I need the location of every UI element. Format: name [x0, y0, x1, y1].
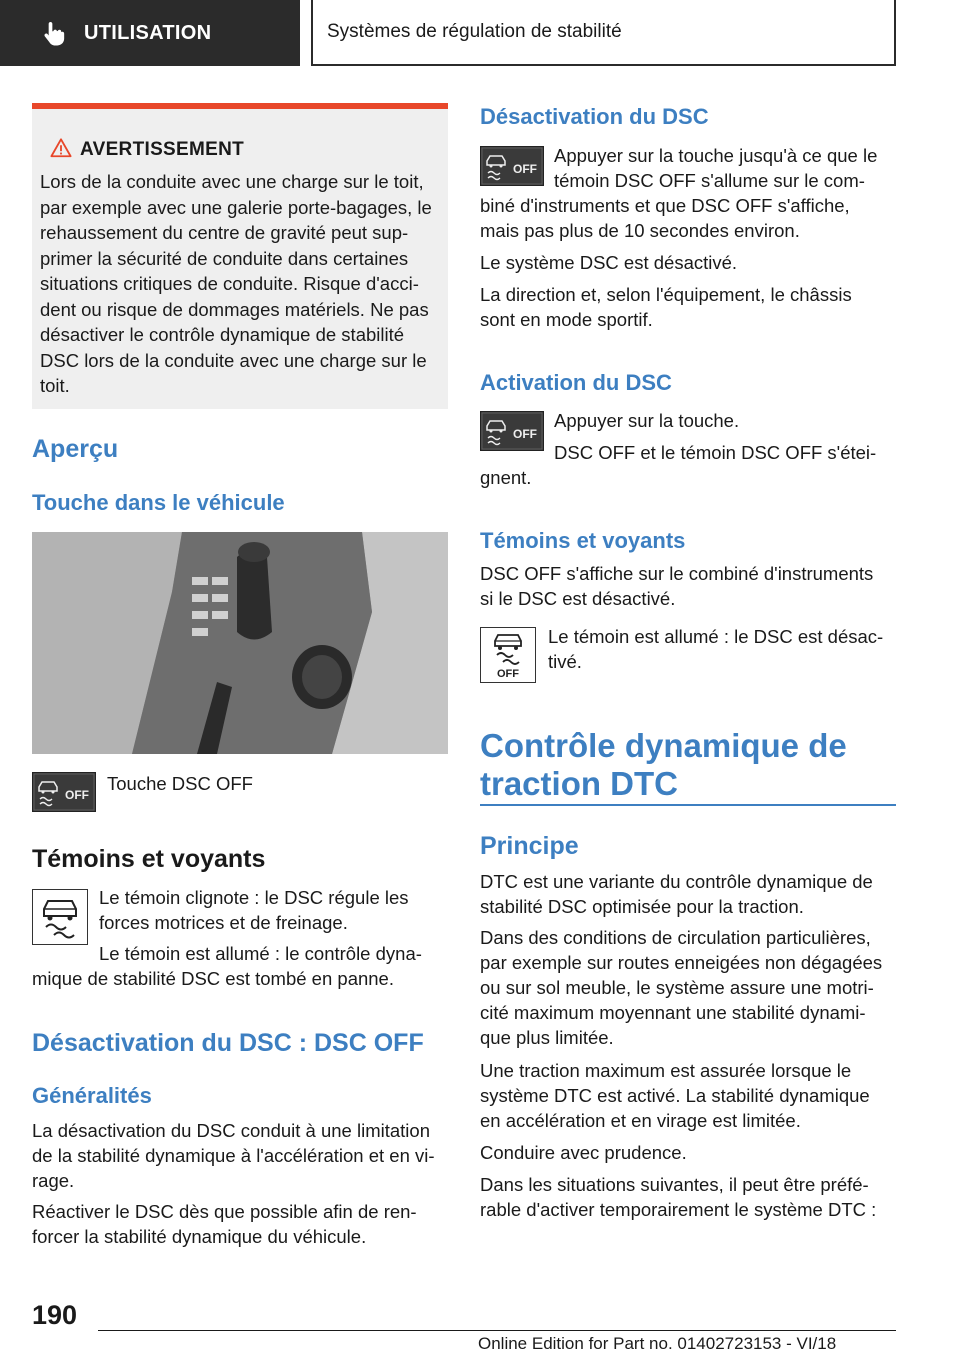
footer-rule [98, 1330, 896, 1331]
warning-triangle-icon [50, 137, 72, 159]
desactivation-line: Le système DSC est désactivé. [480, 252, 738, 273]
warning-line: dent ou risque de dommages matériels. Ne pas [40, 298, 429, 320]
dsc-off-button-icon [32, 772, 96, 817]
generalites-line: rage. [32, 1170, 75, 1191]
warning-line: DSC lors de la conduite avec une charge sur le [40, 349, 427, 371]
principe-line: rable d'activer temporairement le système DTC : [480, 1199, 877, 1220]
principe-line: Une traction maximum est assurée lorsque le [480, 1060, 852, 1081]
warning-box [32, 103, 448, 409]
footer-edition: Online Edition for Part no. 01402723153 - VI/18 [478, 1334, 837, 1353]
dtc-heading-line: traction DTC [480, 765, 678, 802]
generalites-line: Réactiver le DSC dès que possible afin de ren- [32, 1201, 417, 1222]
warning-line: rehaussement du centre de gravité peut sup- [40, 222, 409, 243]
dtc-heading-rule [480, 804, 896, 806]
vehicle-console-photo [32, 532, 448, 754]
header-chapter-title: Systèmes de régulation de stabilité [327, 21, 622, 42]
activation-line: Appuyer sur la touche. [554, 410, 740, 431]
warning-title: AVERTISSEMENT [80, 139, 245, 160]
dtc-heading-line: Contrôle dynamique de [480, 727, 847, 764]
principe-line: système DTC est activé. La stabilité dynamique [480, 1085, 870, 1106]
warning-line: primer la sécurité de conduite dans certaines [40, 247, 409, 269]
generalites-heading: Généralités [32, 1083, 152, 1108]
dsc-indicator-icon [32, 889, 88, 950]
svg-text:OFF: OFF [513, 427, 537, 441]
temoins-left-line: Le témoin est allumé : le contrôle dyna- [99, 943, 422, 964]
apercu-heading: Aperçu [32, 435, 119, 463]
temoins-right-line: si le DSC est désactivé. [480, 588, 676, 609]
principe-heading: Principe [480, 832, 579, 860]
touche-caption: Touche DSC OFF [107, 773, 253, 794]
activation-line: gnent. [480, 467, 532, 488]
warning-line: situations critiques de conduite. Risque d'acci- [40, 273, 419, 294]
dsc-off-indicator-icon [480, 627, 536, 688]
svg-text:OFF: OFF [65, 788, 89, 802]
temoins-left-line: Le témoin clignote : le DSC régule les [99, 887, 409, 908]
temoins-left-line: mique de stabilité DSC est tombé en panne. [32, 968, 394, 989]
desactivation-dsc-off-heading: Désactivation du DSC : DSC OFF [32, 1029, 424, 1057]
desactivation-line: mais pas plus de 10 secondes environ. [480, 220, 800, 241]
warning-line: par exemple avec une galerie porte-bagages, le [40, 196, 432, 218]
warning-line: toit. [40, 375, 70, 396]
activation-line: DSC OFF et le témoin DSC OFF s'étei- [554, 442, 877, 463]
activation-heading: Activation du DSC [480, 370, 672, 395]
page-number: 190 [32, 1300, 78, 1330]
principe-line: en accélération et en virage est limitée. [480, 1110, 801, 1131]
desactivation-line: biné d'instruments et que DSC OFF s'affiche, [480, 195, 850, 216]
svg-text:OFF: OFF [497, 668, 519, 680]
dtc-heading [480, 727, 847, 803]
principe-line: que plus limitée. [480, 1027, 614, 1048]
header-chapter-tab [311, 0, 896, 66]
temoins-left-line: forces motrices et de freinage. [99, 912, 348, 933]
dsc-off-button-icon [480, 146, 544, 191]
generalites-line: La désactivation du DSC conduit à une limitation [32, 1120, 430, 1141]
desactivation-line: sont en mode sportif. [480, 309, 653, 330]
header-section-tab [0, 0, 300, 66]
warning-line: Lors de la conduite avec une charge sur le toit, [40, 171, 424, 192]
temoins-right-line: tivé. [548, 651, 582, 672]
warning-line: désactiver le contrôle dynamique de stabilité [40, 324, 405, 345]
svg-text:OFF: OFF [513, 162, 537, 176]
principe-line: par exemple sur routes enneigées non dégagées [480, 952, 883, 973]
temoins-heading-right: Témoins et voyants [480, 528, 686, 553]
temoins-heading-left: Témoins et voyants [32, 845, 266, 873]
generalites-line: de la stabilité dynamique à l'accélération et en vi- [32, 1145, 435, 1166]
principe-line: stabilité DSC optimisée pour la traction. [480, 896, 804, 917]
principe-line: Conduire avec prudence. [480, 1142, 687, 1163]
principe-line: ou sur sol meuble, le système assure une motri- [480, 977, 874, 998]
generalites-line: forcer la stabilité dynamique du véhicule. [32, 1226, 367, 1247]
dsc-off-button-icon [480, 411, 544, 456]
desactivation-line: La direction et, selon l'équipement, le châssis [480, 284, 852, 305]
hand-pointer-icon [40, 20, 66, 46]
principe-line: Dans des conditions de circulation particulières, [480, 927, 871, 948]
principe-line: cité maximum moyennant une stabilité dynami- [480, 1002, 866, 1023]
principe-line: DTC est une variante du contrôle dynamique de [480, 871, 873, 892]
principe-line: Dans les situations suivantes, il peut être préfé- [480, 1174, 869, 1195]
desactivation-line: Appuyer sur la touche jusqu'à ce que le [554, 145, 878, 166]
warning-text [40, 169, 444, 399]
temoins-right-line: DSC OFF s'affiche sur le combiné d'instruments [480, 563, 874, 584]
touche-heading: Touche dans le véhicule [32, 490, 285, 515]
desactivation-heading-right: Désactivation du DSC [480, 104, 709, 129]
temoins-right-line: Le témoin est allumé : le DSC est désac- [548, 626, 884, 647]
header-section-title: UTILISATION [84, 21, 212, 44]
desactivation-line: témoin DSC OFF s'allume sur le com- [554, 170, 865, 191]
